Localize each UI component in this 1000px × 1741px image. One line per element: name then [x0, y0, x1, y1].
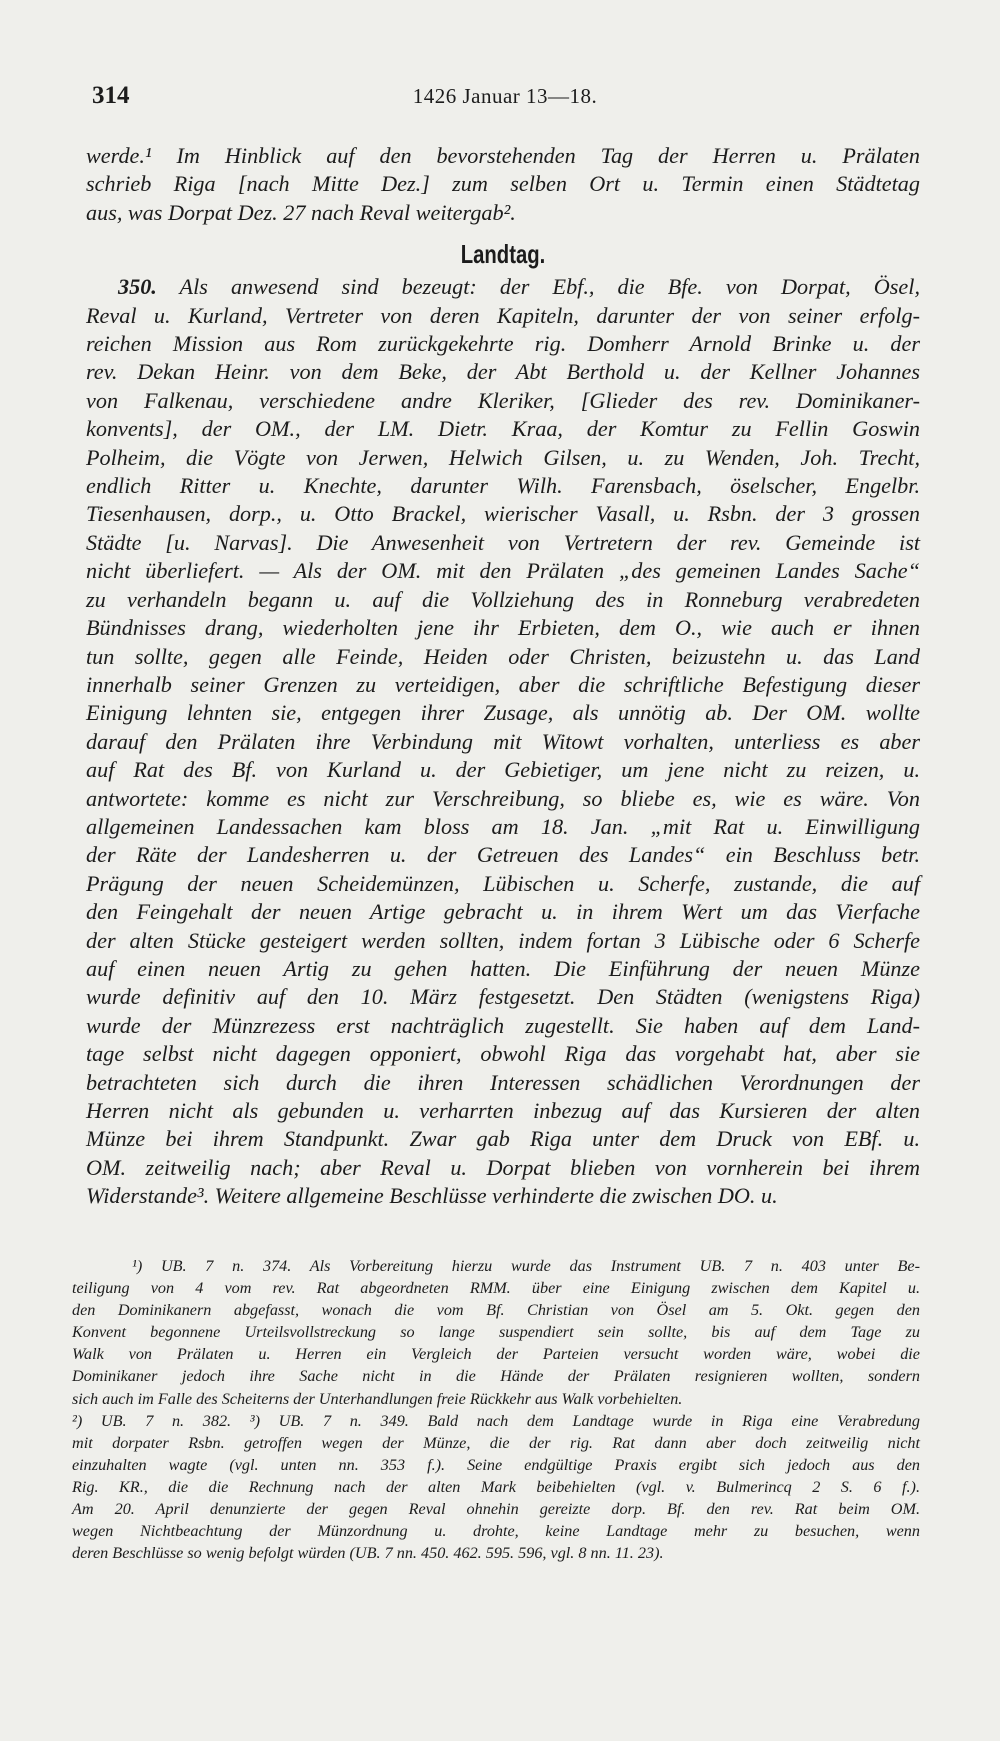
entry-number: 350. — [118, 274, 157, 300]
page-number: 314 — [92, 82, 130, 109]
footnote-line: den Dominikanern abgefasst, wonach die vom Bf. Christian von Ösel am 5. Okt. gegen den — [72, 1301, 920, 1320]
footnote-lines — [72, 1255, 920, 1564]
page-header — [92, 82, 918, 112]
section-heading: Landtag. — [460, 239, 546, 270]
entry-first-line — [86, 273, 920, 301]
text-line: Polheim, die Vögte von Jerwen, Helwich Gilsen, u. zu Wenden, Joh. Trecht, — [86, 444, 920, 470]
text-line: Tiesenhausen, dorp., u. Otto Brackel, wierischer Vasall, u. Rsbn. der 3 grossen — [86, 501, 920, 527]
text-line: antwortete: komme es nicht zur Verschreibung, so bliebe es, wie es wäre. Von — [86, 785, 920, 811]
text-line: der Räte der Landesherren u. der Getreuen des Landes“ ein Beschluss betr. — [86, 842, 920, 868]
text-line: tun sollte, gegen alle Feinde, Heiden oder Christen, beizustehn u. das Land — [86, 643, 920, 669]
text-line: tage selbst nicht dagegen opponiert, obwohl Riga das vorgehabt hat, aber sie — [86, 1041, 920, 1067]
text-line: Einigung lehnten sie, entgegen ihrer Zusage, als unnötig ab. Der OM. wollte — [86, 700, 920, 726]
footnote-line: Dominikaner jedoch ihre Sache nicht in die Hände der Prälaten resignieren wollten, sondern — [72, 1367, 920, 1386]
text-line: betrachteten sich durch die ihren Interessen schädlichen Verordnungen der — [86, 1069, 920, 1095]
footnote-line: einzuhalten wagte (vgl. unten nn. 353 f.). Seine endgültige Praxis ergibt sich jedoch aus den — [72, 1455, 920, 1474]
text-line: darauf den Prälaten ihre Verbindung mit Witowt vorhalten, unterliess es aber — [86, 728, 920, 754]
main-text — [86, 142, 920, 1211]
footnote-line: Walk von Prälaten u. Herren ein Vergleich der Parteien versucht worden wäre, wobei die — [72, 1345, 920, 1364]
text-line: nicht überliefert. — Als der OM. mit den Prälaten „des gemeinen Landes Sache“ — [86, 558, 920, 584]
text-line: schrieb Riga [nach Mitte Dez.] zum selben Ort u. Termin einen Städtetag — [86, 171, 920, 197]
text-line: Bündnisses drang, wiederholten jene ihr Erbieten, dem O., wie auch er ihnen — [86, 615, 920, 641]
entry-lines — [86, 302, 920, 1211]
footnote-line: deren Beschlüsse so wenig befolgt würden (UB. 7 nn. 450. 462. 595. 596, vgl. 8 nn. 11. 23). — [72, 1544, 664, 1563]
footnote-line: mit dorpater Rsbn. getroffen wegen der Münze, die der rig. Rat dann aber doch zeitweilig nicht — [72, 1433, 920, 1452]
text-line: Städte [u. Narvas]. Die Anwesenheit von Vertretern der rev. Gemeinde ist — [86, 529, 920, 555]
text-line: wurde der Münzrezess erst nachträglich zugestellt. Sie haben auf dem Land- — [86, 1012, 920, 1038]
text-line: reichen Mission aus Rom zurückgekehrte rig. Domherr Arnold Brinke u. der — [86, 331, 920, 357]
footnote-line: Rig. KR., die die Rechnung nach der alten Mark beibehielten (vgl. v. Bulmerincq 2 S. 6 f.). — [72, 1477, 920, 1496]
text-line: konvents], der OM., der LM. Dietr. Kraa, der Komtur zu Fellin Goswin — [86, 416, 920, 442]
text-line: innerhalb seiner Grenzen zu verteidigen, aber die schriftliche Befestigung dieser — [86, 671, 920, 697]
text-line: aus, was Dorpat Dez. 27 nach Reval weitergab². — [86, 199, 516, 225]
footnotes — [72, 1255, 920, 1564]
text-line: Reval u. Kurland, Vertreter von deren Kapiteln, darunter der von seiner erfolg- — [86, 302, 920, 328]
text-line: von Falkenau, verschiedene andre Kleriker, [Glieder des rev. Dominikaner- — [86, 387, 920, 413]
text-line: Münze bei ihrem Standpunkt. Zwar gab Riga unter dem Druck von EBf. u. — [86, 1126, 920, 1152]
text-line: endlich Ritter u. Knechte, darunter Wilh. Farensbach, öselscher, Engelbr. — [86, 473, 920, 499]
text-line: werde.¹ Im Hinblick auf den bevorstehenden Tag der Herren u. Prälaten — [86, 143, 920, 168]
footnote-line: Konvent begonnene Urteilsvollstreckung so lange suspendiert sein sollte, bis auf dem Tage zu — [72, 1323, 920, 1342]
text-line: allgemeinen Landessachen kam bloss am 18. Jan. „mit Rat u. Einwilligung — [86, 813, 920, 839]
footnote-line: ²) UB. 7 n. 382. ³) UB. 7 n. 349. Bald nach dem Landtage wurde in Riga eine Verabredung — [72, 1411, 920, 1430]
text-line: der alten Stücke gesteigert werden sollten, indem fortan 3 Lübische oder 6 Scherfe — [86, 927, 920, 953]
footnote-line: sich auch im Falle des Scheiterns der Unterhandlungen freie Rückkehr aus Walk vorbehielten. — [72, 1389, 683, 1408]
footnote-line: Am 20. April denunzierte der gegen Reval ohnehin gereizte dorp. Bf. den rev. Rat beim OM. — [72, 1500, 920, 1519]
entry-first-line-text: Als anwesend sind bezeugt: der Ebf., die Bfe. von Dorpat, Ösel, — [179, 274, 920, 300]
text-line: auf Rat des Bf. von Kurland u. der Gebietiger, um jene nicht zu reizen, u. — [86, 757, 920, 783]
text-line: Herren nicht als gebunden u. verharrten inbezug auf das Kursieren der alten — [86, 1098, 920, 1123]
footnote-line: ¹) UB. 7 n. 374. Als Vorbereitung hierzu wurde das Instrument UB. 7 n. 403 unter Be- — [132, 1257, 920, 1275]
footnote-line: teiligung von 4 vom rev. Rat abgeordneten RMM. über eine Einigung zwischen dem Kapitel u. — [72, 1279, 920, 1298]
text-line: rev. Dekan Heinr. von dem Beke, der Abt Berthold u. der Kellner Johannes — [86, 359, 920, 385]
text-line: zu verhandeln begann u. auf die Vollziehung des in Ronneburg verabredeten — [86, 586, 920, 612]
text-line: Widerstande³. Weitere allgemeine Beschlüsse verhinderte die zwischen DO. u. — [86, 1183, 778, 1209]
text-line: OM. zeitweilig nach; aber Reval u. Dorpat blieben von vornherein bei ihrem — [86, 1154, 920, 1180]
text-line: Prägung der neuen Scheidemünzen, Lübischen u. Scherfe, zustande, die auf — [86, 870, 920, 896]
text-line: den Feingehalt der neuen Artige gebracht u. in ihrem Wert um das Vierfache — [86, 899, 920, 925]
footnote-line: wegen Nichtbeachtung der Münzordnung u. drohte, keine Landtage mehr zu besuchen, wenn — [72, 1522, 920, 1541]
running-head: 1426 Januar 13—18. — [412, 84, 598, 108]
text-line: wurde definitiv auf den 10. März festgesetzt. Den Städten (wenigstens Riga) — [86, 984, 920, 1010]
text-line: auf einen neuen Artig zu gehen hatten. Die Einführung der neuen Münze — [86, 955, 920, 981]
